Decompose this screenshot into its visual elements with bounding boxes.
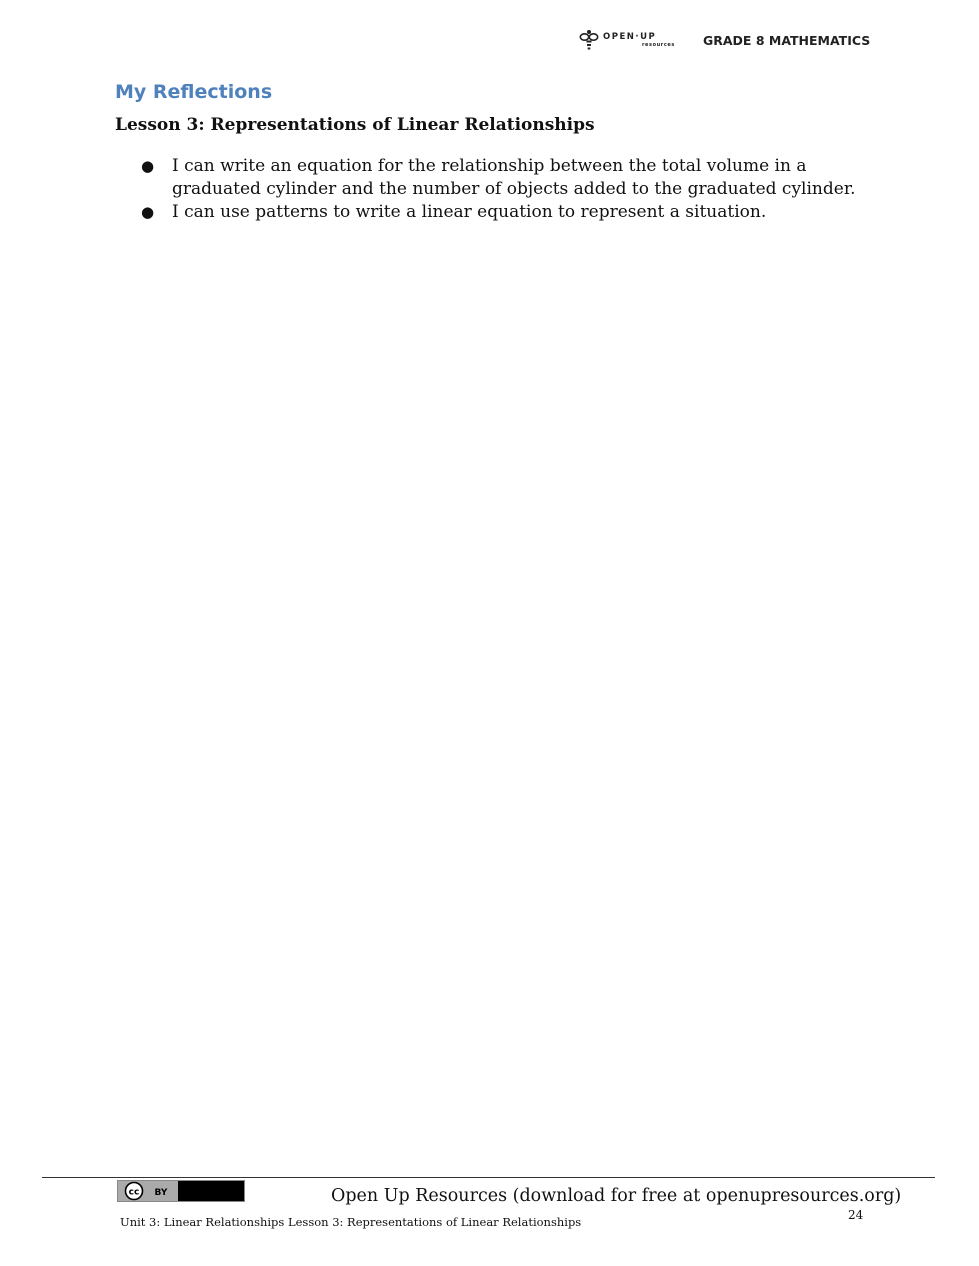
footer-unit-lesson: Unit 3: Linear Relationships Lesson 3: Representations of Linear Relationships [120,1215,582,1229]
bullet-icon: ● [141,157,155,175]
bee-icon [579,27,599,53]
learning-goal-text: I can write an equation for the relationship between the total volume in a graduated cylinder and the number of objects added to the graduated cylinder. [172,156,856,199]
learning-goal-text: I can use patterns to write a linear equation to represent a situation. [172,202,767,222]
footer-divider [42,1177,935,1178]
logo-sub-text: resources [641,42,675,48]
footer-credit: Open Up Resources (download for free at openupresources.org) [331,1186,902,1206]
logo-wordmark [603,27,675,53]
by-text: BY [154,1188,168,1198]
cc-by-icon [118,1181,244,1201]
bullet-icon: ● [141,203,155,221]
learning-goals-list [141,155,881,224]
open-up-resources-logo [579,27,675,53]
logo-main-text: OPEN·UP [603,32,657,42]
page-header [579,27,869,53]
learning-goal-item [141,201,881,224]
lesson-title: Lesson 3: Representations of Linear Relationships [115,115,595,135]
learning-goal-item [141,155,881,201]
section-title: My Reflections [115,81,273,103]
cc-text: cc [128,1187,140,1198]
grade-label: GRADE 8 MATHEMATICS [703,32,871,48]
cc-by-license-badge [117,1180,245,1202]
page-number: 24 [848,1208,864,1222]
